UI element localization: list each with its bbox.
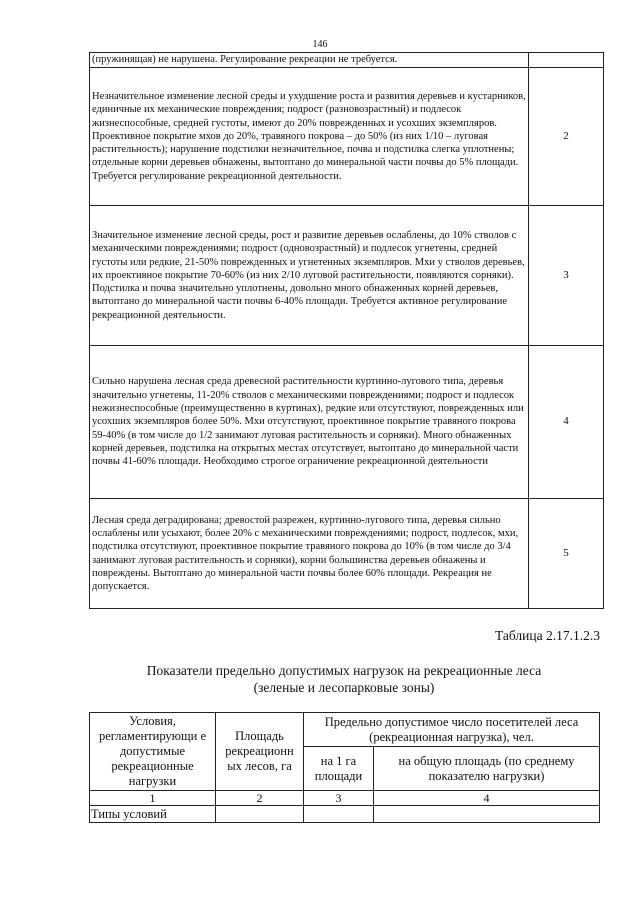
column-index: 3 xyxy=(304,791,374,806)
empty-cell xyxy=(374,806,600,823)
table-row xyxy=(90,499,604,609)
row-stage-value xyxy=(529,53,604,68)
row-description: Значительное изменение лесной среды, рост и развитие деревьев ослаблены, до 10% стволов с механическими повреждениями; подрост (одновозрастный) и подлесок угнетены, средней густоты или редкие, 21-50% поврежденных и угнетенных экземпляров. Мхи у стволов деревьев, их проективное покрытие 70-60% (из них 2/10 луговой растительности, появляются сорняки). Подстилка и почва значительно уплотнены, довольно много обнаженных корней деревьев, вытоптано до минеральной части почвы 6-40% площади. Требуется активное регулирование рекреационной деятельности. xyxy=(90,206,529,346)
table-title-line: (зеленые и лесопарковые зоны) xyxy=(253,680,435,695)
index-row xyxy=(90,791,600,806)
recreation-stage-table xyxy=(89,52,604,609)
row-stage-value: 3 xyxy=(529,206,604,346)
table-row xyxy=(90,68,604,206)
header-total-area: на общую площадь (по среднему показателю нагрузки) xyxy=(374,747,600,791)
row-stage-value: 5 xyxy=(529,499,604,609)
row-stage-value: 2 xyxy=(529,68,604,206)
empty-cell xyxy=(304,806,374,823)
header-max-visitors: Предельно допустимое число посетителей леса (рекреационная нагрузка), чел. xyxy=(304,713,600,747)
column-index: 2 xyxy=(216,791,304,806)
table-row xyxy=(90,346,604,499)
header-area: Площадь рекреационн ых лесов, га xyxy=(216,713,304,791)
row-description: Незначительное изменение лесной среды и ухудшение роста и развития деревьев и кустарников, единичные их механические повреждения; подрост (разновозрастный) и подлесок жизнеспособные, средней густоты, имеют до 20% поврежденных и усохших экземпляров. Проективное покрытие мхов до 20%, травяного покрова – до 50% (из них 1/10 – луговая растительность); нарушение подстилки незначительное, почва и подстилка слегка уплотнены; отдельные корни деревьев обнажены, вытоптано до минеральной части почвы до 5% площади. Требуется регулирование рекреационной деятельности. xyxy=(90,68,529,206)
table-title xyxy=(89,662,599,696)
header-per-hectare: на 1 га площади xyxy=(304,747,374,791)
row-description: Сильно нарушена лесная среда древесной растительности куртинно-лугового типа, деревья значительно угнетены, 11-20% стволов с механическими повреждениями; подрост и подлесок нежизнеспособные (преимущественно в куртинах), редкие или отсутствуют, поврежденных или усохших экземпляров более 50%. Мхи отсутствуют, проективное покрытие травяного покрова 59-40% (в том числе до 1/2 занимают луговая растительность и сорняки). Много обнаженных корней деревьев, подстилка на открытых местах отсутствует, вытоптано до минеральной части почвы 41-60% площади. Необходимо строгое ограничение рекреационной деятельности xyxy=(90,346,529,499)
table-title-line: Показатели предельно допустимых нагрузок на рекреационные леса xyxy=(146,663,542,678)
header-conditions: Условия, регламентирующи е допустимые рекреационные нагрузки xyxy=(90,713,216,791)
empty-cell xyxy=(216,806,304,823)
column-index: 1 xyxy=(90,791,216,806)
row-description: (пружинящая) не нарушена. Регулирование рекреации не требуется. xyxy=(90,53,529,68)
table-row xyxy=(90,206,604,346)
header-row xyxy=(90,713,600,747)
load-limits-table xyxy=(89,712,600,823)
row-description: Лесная среда деградирована; древостой разрежен, куртинно-лугового типа, деревья сильно ослаблены или усыхают, более 20% с механическими повреждениями; подрост, подлесок, мхи, подстилка отсутствуют, проективное покрытие травяного покрова до 10% (в том числе до 3/4 занимают луговая растительность и сорняки), корни большинства деревьев обнажены и повреждены. Вытоптано до минеральной части почвы более 60% площади. Рекреация не допускается. xyxy=(90,499,529,609)
table-row xyxy=(90,806,600,823)
table-row xyxy=(90,53,604,68)
row-stage-value: 4 xyxy=(529,346,604,499)
page-number: 146 xyxy=(312,39,328,50)
column-index: 4 xyxy=(374,791,600,806)
row-types-label: Типы условий xyxy=(90,806,216,823)
table-number: Таблица 2.17.1.2.3 xyxy=(495,628,600,643)
